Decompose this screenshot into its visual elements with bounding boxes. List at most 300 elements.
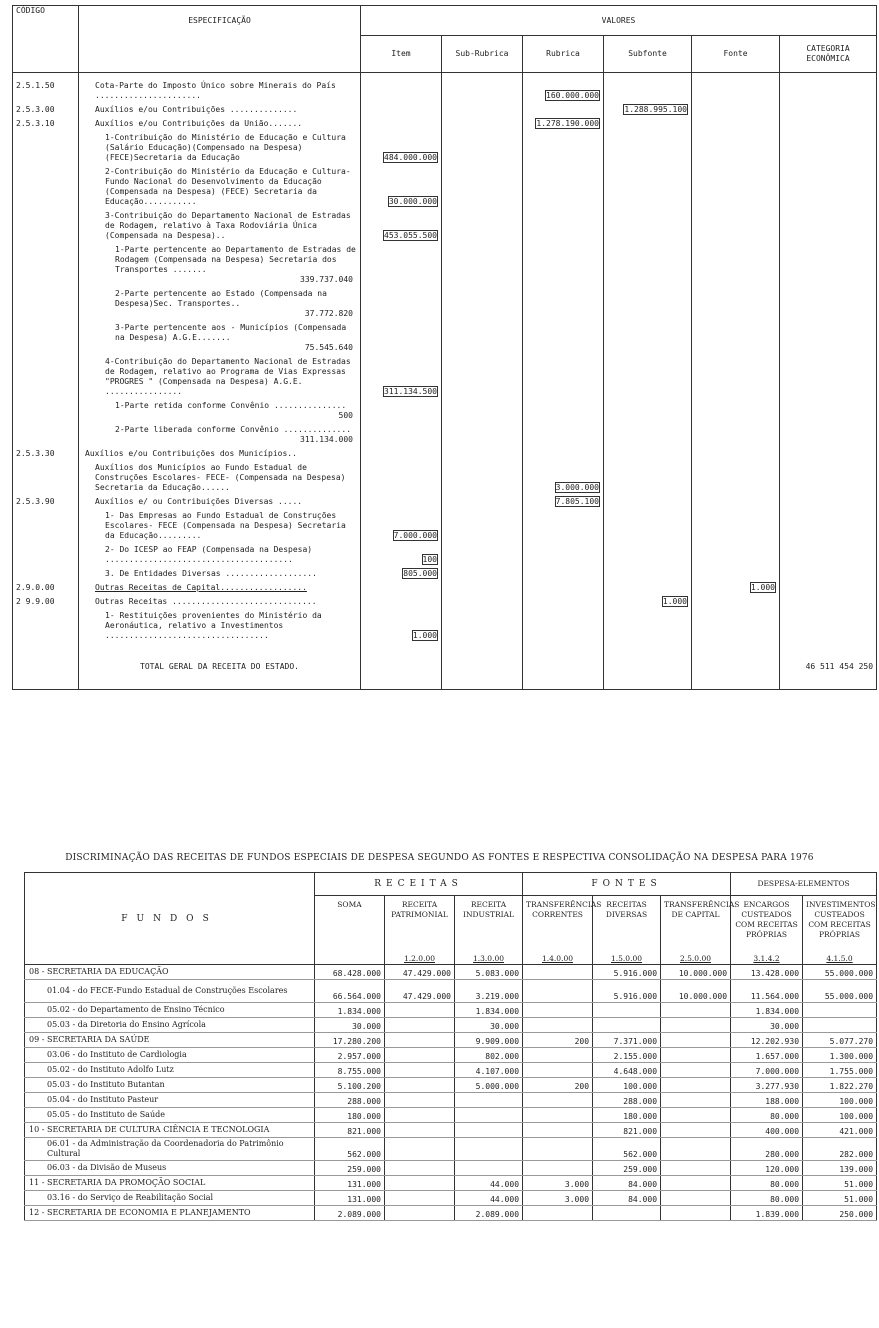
row-specification-text: 4-Contribuição do Departamento Nacional de Estradas de Rodagem, relativo ao Programa de Vias Expressas "PROGRES " (Compensada na Despesa) A.G.E. ................ [105,357,351,396]
funds-column-label: TRANSFERÊNCIAS DE CAPITAL [661,896,731,951]
value-category [780,119,877,133]
fund-value: 131.000 [315,1191,385,1206]
value-subsource [604,401,692,425]
sources-group-header: FONTES [523,873,731,896]
value-subsource [604,105,692,119]
value-text: 160.000.000 [546,91,599,100]
value-source [692,597,780,611]
row-specification-text: 3. De Entidades Diversas ................... [105,569,317,578]
fund-value: 288.000 [593,1093,661,1108]
value-source [692,583,780,597]
row-specification [79,133,361,167]
fund-name: 05.03 - do Instituto Butantan [25,1078,315,1093]
value-source [692,133,780,167]
row-specification-text: 1-Contribuição do Ministério de Educação e Cultura (Salário Educação)(Compensado na Despesa)(FECE)Secretaria da Educação [105,133,346,162]
fund-value: 1.822.270 [803,1078,877,1093]
value-subsource [604,611,692,645]
funds-table [24,872,877,1221]
total-value: 46 511 454 250 [780,645,877,690]
value-sub-rubric [442,357,523,401]
value-subsource [604,357,692,401]
expense-group-header: DESPESA-ELEMENTOS [731,873,877,896]
inline-amount: 75.545.640 [304,343,353,352]
funds-column-label: SOMA [315,896,385,951]
fund-name: 05.02 - do Departamento de Ensino Técnico [25,1003,315,1018]
value-rubric [523,545,604,569]
value-sub-rubric [442,289,523,323]
fund-value: 562.000 [315,1138,385,1161]
row-specification [79,105,361,119]
value-text: 1.278.190.000 [536,119,599,128]
fund-value [661,1161,731,1176]
fund-value: 100.000 [803,1108,877,1123]
fund-value: 180.000 [593,1108,661,1123]
fund-value [661,1063,731,1078]
fund-value [661,1078,731,1093]
fund-value [385,1048,455,1063]
revenue-group-header: RECEITAS [315,873,523,896]
fund-value [523,1161,593,1176]
value-item [361,323,442,357]
row-specification-text: Outras Receitas de Capital.................. [95,583,307,592]
funds-column-code: 2.5.0.00 [661,950,731,965]
value-subsource [604,597,692,611]
value-source [692,211,780,245]
value-rubric [523,583,604,597]
fund-row [25,1048,877,1063]
value-subsource [604,511,692,545]
fund-value [523,1018,593,1033]
fund-value: 802.000 [455,1048,523,1063]
value-source [692,167,780,211]
code-header: CÓDIGO [13,6,79,73]
value-item [361,133,442,167]
value-rubric [523,323,604,357]
fund-value: 282.000 [803,1138,877,1161]
fund-value: 13.428.000 [731,965,803,980]
value-item [361,611,442,645]
revenue-row [13,511,877,545]
fund-value: 3.000 [523,1176,593,1191]
fund-value: 5.916.000 [593,980,661,1003]
fund-value [661,1018,731,1033]
fund-value: 47.429.000 [385,965,455,980]
fund-value: 68.428.000 [315,965,385,980]
fund-value: 80.000 [731,1108,803,1123]
row-code: 2.5.3.10 [13,119,79,133]
fund-value: 84.000 [593,1176,661,1191]
revenue-row [13,119,877,133]
inline-amount: 339.737.040 [300,275,353,284]
fund-value [523,1063,593,1078]
fund-value: 1.755.000 [803,1063,877,1078]
value-subsource [604,289,692,323]
value-sub-rubric [442,511,523,545]
row-code [13,167,79,211]
value-source [692,119,780,133]
value-item [361,497,442,511]
value-text: 484.000.000 [384,153,437,162]
value-rubric [523,511,604,545]
fund-value: 1.657.000 [731,1048,803,1063]
fund-value: 259.000 [593,1161,661,1176]
fund-value: 1.834.000 [731,1003,803,1018]
fund-value: 821.000 [593,1123,661,1138]
fund-value: 2.957.000 [315,1048,385,1063]
row-specification [79,401,361,425]
inline-amount: 311.134.000 [300,435,353,444]
revenue-row [13,611,877,645]
value-text: 100 [422,555,437,564]
value-item [361,401,442,425]
value-rubric [523,401,604,425]
fund-row [25,965,877,980]
fund-value [661,1206,731,1221]
fund-name: 06.01 - da Administração da Coordenadoria do Patrimônio Cultural [25,1138,315,1161]
fund-value [661,1003,731,1018]
value-category [780,133,877,167]
value-category [780,463,877,497]
value-subsource [604,545,692,569]
fund-value: 9.909.000 [455,1033,523,1048]
value-text: 311.134.500 [384,387,437,396]
value-category [780,545,877,569]
funds-column-label: RECEITAS DIVERSAS [593,896,661,951]
fund-value [523,965,593,980]
row-code: 2.9.0.00 [13,583,79,597]
revenue-row [13,497,877,511]
revenue-row [13,545,877,569]
fund-value: 8.755.000 [315,1063,385,1078]
value-source [692,401,780,425]
row-code [13,401,79,425]
funds-header: FUNDOS [25,873,315,965]
inline-amount: 500 [338,411,353,420]
fund-value [523,1123,593,1138]
fund-name: 05.03 - da Diretoria do Ensino Agrícola [25,1018,315,1033]
fund-name: 05.05 - do Instituto de Saúde [25,1108,315,1123]
funds-column-code: 1.5.0.00 [593,950,661,965]
value-sub-rubric [442,425,523,449]
fund-value [523,1206,593,1221]
value-rubric [523,289,604,323]
sub-rubric-header: Sub-Rubrica [442,36,523,73]
row-specification-text: 1-Parte pertencente ao Departamento de Estradas de Rodagem (Compensada na Despesa) Secretaria dos Transportes ....... [115,245,356,274]
value-sub-rubric [442,119,523,133]
fund-value: 1.834.000 [455,1003,523,1018]
value-rubric [523,463,604,497]
fund-value: 51.000 [803,1191,877,1206]
row-specification [79,425,361,449]
value-sub-rubric [442,323,523,357]
fund-value: 1.300.000 [803,1048,877,1063]
fund-row [25,1161,877,1176]
value-text: 1.288.995.100 [624,105,687,114]
row-code [13,289,79,323]
fund-name: 05.04 - do Instituto Pasteur [25,1093,315,1108]
fund-row [25,1078,877,1093]
row-specification-text: 1- Das Empresas ao Fundo Estadual de Construções Escolares- FECE (Compensada na Despesa) Secretaria da Educação......... [105,511,346,540]
total-row [13,645,877,690]
value-text: 7.000.000 [393,531,437,540]
value-rubric [523,167,604,211]
source-header: Fonte [692,36,780,73]
value-subsource [604,133,692,167]
fund-value [385,1063,455,1078]
fund-value: 10.000.000 [661,980,731,1003]
row-specification [79,511,361,545]
revenue-row [13,105,877,119]
value-sub-rubric [442,211,523,245]
value-rubric [523,119,604,133]
row-specification [79,245,361,289]
fund-value: 4.107.000 [455,1063,523,1078]
value-sub-rubric [442,463,523,497]
value-category [780,425,877,449]
value-category [780,449,877,463]
row-code [13,245,79,289]
row-code [13,545,79,569]
fund-value: 1.834.000 [315,1003,385,1018]
value-text: 1.000 [412,631,437,640]
fund-value: 2.089.000 [315,1206,385,1221]
fund-value [593,1206,661,1221]
value-source [692,463,780,497]
value-text: 1.000 [662,597,687,606]
fund-value: 131.000 [315,1176,385,1191]
revenue-row [13,289,877,323]
value-sub-rubric [442,497,523,511]
row-specification-text: 2- Do ICESP ao FEAP (Compensada na Despesa) ....................................... [105,545,313,564]
value-item [361,545,442,569]
value-sub-rubric [442,245,523,289]
value-subsource [604,245,692,289]
row-specification [79,167,361,211]
fund-value: 4.648.000 [593,1063,661,1078]
row-specification-text: 3-Parte pertencente aos - Municípios (Compensada na Despesa) A.G.E....... [115,323,347,342]
value-category [780,611,877,645]
value-source [692,245,780,289]
value-category [780,497,877,511]
value-category [780,569,877,583]
revenue-row [13,583,877,597]
value-category [780,323,877,357]
rubric-header: Rubrica [523,36,604,73]
value-category [780,167,877,211]
value-rubric [523,357,604,401]
value-sub-rubric [442,167,523,211]
value-sub-rubric [442,81,523,105]
row-code [13,211,79,245]
value-source [692,425,780,449]
fund-value: 250.000 [803,1206,877,1221]
row-specification [79,357,361,401]
revenue-row [13,245,877,289]
row-specification [79,289,361,323]
value-category [780,81,877,105]
fund-value: 30.000 [731,1018,803,1033]
fund-name: 03.16 - do Serviço de Reabilitação Social [25,1191,315,1206]
funds-column-code: 3.1.4.2 [731,950,803,965]
value-rubric [523,569,604,583]
funds-table-body [25,965,877,1221]
fund-value: 200 [523,1033,593,1048]
row-specification [79,569,361,583]
fund-value [455,1123,523,1138]
value-source [692,449,780,463]
row-code: 2.5.3.30 [13,449,79,463]
fund-value [661,1093,731,1108]
fund-value [661,1033,731,1048]
value-sub-rubric [442,597,523,611]
fund-row [25,1033,877,1048]
fund-row [25,1191,877,1206]
row-code [13,511,79,545]
fund-value: 188.000 [731,1093,803,1108]
value-subsource [604,463,692,497]
fund-value: 280.000 [731,1138,803,1161]
value-category [780,597,877,611]
value-item [361,463,442,497]
fund-name: 06.03 - da Divisão de Museus [25,1161,315,1176]
fund-value [455,1138,523,1161]
row-specification [79,597,361,611]
value-category [780,245,877,289]
value-rubric [523,133,604,167]
fund-value [661,1176,731,1191]
value-item [361,357,442,401]
fund-value [385,1018,455,1033]
value-sub-rubric [442,133,523,167]
value-category [780,211,877,245]
fund-name: 08 - SECRETARIA DA EDUCAÇÃO [25,965,315,980]
value-text: 453.055.500 [384,231,437,240]
fund-value: 5.000.000 [455,1078,523,1093]
revenue-row [13,425,877,449]
fund-value [385,1108,455,1123]
fund-value: 12.202.930 [731,1033,803,1048]
fund-name: 09 - SECRETARIA DA SAÚDE [25,1033,315,1048]
value-rubric [523,425,604,449]
value-subsource [604,211,692,245]
revenue-table-body [13,73,877,690]
fund-value [385,1138,455,1161]
row-specification [79,211,361,245]
row-specification-text: 2-Contribuição do Ministério da Educação e Cultura- Fundo Nacional do Desenvolvimento da Educação (Compensada na Despesa) (FECE) Secretaria da Educação........... [105,167,351,206]
fund-value [661,1108,731,1123]
value-sub-rubric [442,569,523,583]
fund-row [25,1123,877,1138]
fund-value [385,1176,455,1191]
fund-value [455,1108,523,1123]
fund-value: 3.000 [523,1191,593,1206]
fund-value: 11.564.000 [731,980,803,1003]
funds-column-label: RECEITA INDUSTRIAL [455,896,523,951]
row-specification [79,119,361,133]
row-specification-text: 1-Parte retida conforme Convênio ............... [115,401,347,410]
fund-value: 55.000.000 [803,980,877,1003]
fund-value [385,1191,455,1206]
revenue-table [12,5,877,690]
value-category [780,511,877,545]
row-specification-text: 2-Parte pertencente ao Estado (Compensada na Despesa)Sec. Transportes.. [115,289,327,308]
fund-name: 01.04 - do FECE-Fundo Estadual de Construções Escolares [25,980,315,1003]
row-code [13,357,79,401]
value-category [780,105,877,119]
value-text: 805.000 [403,569,437,578]
fund-value: 51.000 [803,1176,877,1191]
row-code: 2.5.3.90 [13,497,79,511]
value-category [780,401,877,425]
value-rubric [523,211,604,245]
fund-value: 562.000 [593,1138,661,1161]
row-specification-text: Auxílios dos Municípios ao Fundo Estadual de Construções Escolares- FECE- (Compensada na Despesa) Secretaria da Educação...... [95,463,346,492]
value-rubric [523,81,604,105]
fund-value [593,1018,661,1033]
value-source [692,105,780,119]
fund-value [523,980,593,1003]
fund-value: 80.000 [731,1176,803,1191]
value-subsource [604,81,692,105]
fund-value [593,1003,661,1018]
value-subsource [604,167,692,211]
fund-value [523,1048,593,1063]
fund-value: 200 [523,1078,593,1093]
value-item [361,167,442,211]
fund-value: 7.000.000 [731,1063,803,1078]
fund-value: 3.219.000 [455,980,523,1003]
fund-value [385,1093,455,1108]
value-source [692,323,780,357]
fund-value [661,1138,731,1161]
value-text: 1.000 [750,583,775,592]
row-code [13,611,79,645]
fund-value [385,1206,455,1221]
fund-value: 1.839.000 [731,1206,803,1221]
value-sub-rubric [442,583,523,597]
row-code [13,569,79,583]
fund-value [385,1033,455,1048]
value-source [692,611,780,645]
fund-value: 10.000.000 [661,965,731,980]
fund-row [25,1003,877,1018]
fund-value [455,1161,523,1176]
fund-row [25,1093,877,1108]
fund-value [661,1191,731,1206]
value-category [780,357,877,401]
funds-column-label: TRANSFERÊNCIAS CORRENTES [523,896,593,951]
fund-value [523,1093,593,1108]
value-item [361,245,442,289]
value-sub-rubric [442,105,523,119]
revenue-row [13,167,877,211]
row-specification-text: Auxílios e/ou Contribuições dos Municípios.. [85,449,297,458]
value-subsource [604,497,692,511]
revenue-row [13,597,877,611]
fund-value: 180.000 [315,1108,385,1123]
row-specification [79,497,361,511]
row-specification-text: Auxílios e/ou Contribuições da União....... [95,119,303,128]
funds-column-label: RECEITA PATRIMONIAL [385,896,455,951]
fund-value [803,1003,877,1018]
fund-value: 47.429.000 [385,980,455,1003]
row-specification [79,323,361,357]
value-rubric [523,245,604,289]
value-text: 3.000.000 [555,483,599,492]
value-source [692,289,780,323]
value-source [692,357,780,401]
row-specification [79,545,361,569]
